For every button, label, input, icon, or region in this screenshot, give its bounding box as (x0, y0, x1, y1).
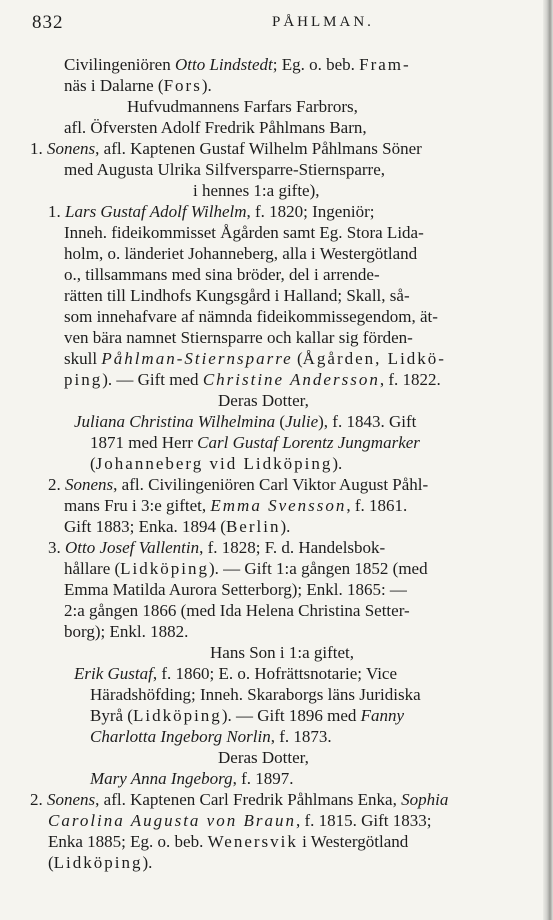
text-line (90, 433, 420, 453)
text-span: Charlotta Ingeborg Norlin (90, 727, 271, 746)
text-span: Julie (285, 412, 319, 431)
text-span: Inneh. fideikommisset Ågården samt Eg. Stora Lida- (64, 223, 424, 242)
text-span: ( (292, 349, 303, 368)
text-span: , f. 1897. (232, 769, 294, 788)
text-line (127, 97, 358, 117)
text-span: i Westergötland (297, 832, 409, 851)
text-span: ). (201, 76, 212, 95)
text-span: Deras Dotter, (218, 748, 309, 767)
text-line (64, 349, 446, 369)
text-span: , f. 1820; Ingeniör; (246, 202, 375, 221)
text-span: med Augusta Ulrika Silfversparre-Stiernsparre, (64, 160, 386, 179)
text-span: holm, o. länderiet Johanneberg, alla i Westergötland (64, 244, 418, 263)
text-line (193, 181, 320, 201)
text-span: , f. 1822. (379, 370, 441, 389)
text-span: näs i Dalarne ( (64, 76, 164, 95)
text-span: 1. (48, 202, 65, 221)
text-span: , f. 1873. (270, 727, 332, 746)
text-span: Påhlman-Stiernsparre (101, 349, 293, 368)
text-span: , f. 1860; E. o. Hofrättsnotarie; Vice (152, 664, 398, 683)
text-span: ( (48, 853, 54, 872)
text-span: ). (332, 454, 343, 473)
text-span: 2:a gången 1866 (med Ida Helena Christina Setter- (64, 601, 410, 620)
page-number: 832 (32, 12, 64, 33)
text-span: , afl. Kaptenen Gustaf Wilhelm Påhlmans Söner (95, 139, 422, 158)
text-line (30, 790, 448, 810)
text-span: mans Fru i 3:e giftet, (64, 496, 211, 515)
text-line (64, 118, 367, 138)
text-line (64, 559, 428, 579)
page-header (32, 12, 513, 34)
text-span: 2. (48, 475, 65, 494)
text-line (64, 496, 407, 516)
text-span: ). — Gift med (102, 370, 203, 389)
text-span: Lars Gustaf Adolf Wilhelm (65, 202, 247, 221)
text-line (64, 76, 212, 96)
text-span: 2. (30, 790, 47, 809)
text-span: Johanneberg vid Lidköping (95, 454, 333, 473)
text-line (48, 202, 374, 222)
text-span: Berlin (225, 517, 281, 536)
text-span: afl. Öfversten Adolf Fredrik Påhlmans Barn, (64, 118, 367, 137)
text-span: Lidköping (132, 706, 222, 725)
text-span: Otto Lindstedt (174, 55, 273, 74)
text-span: , afl. Kaptenen Carl Fredrik Påhlmans Enka, (95, 790, 402, 809)
text-span: Hufvudmannens Farfars Farbrors, (127, 97, 358, 116)
text-span: Byrå ( (90, 706, 133, 725)
text-span: borg); Enkl. 1882. (64, 622, 189, 641)
text-span: Sonens (65, 475, 114, 494)
text-span: Fors (163, 76, 202, 95)
text-span: Juliana Christina Wilhelmina (74, 412, 276, 431)
text-line (64, 265, 380, 285)
text-line (64, 370, 441, 390)
text-span: ( (275, 412, 286, 431)
text-span: Otto Josef Vallentin (65, 538, 200, 557)
text-line (64, 328, 413, 348)
text-span: Christine Andersson (202, 370, 380, 389)
text-span: Hans Son i 1:a giftet, (210, 643, 355, 662)
text-line (90, 454, 342, 474)
text-span: , f. 1828; F. d. Handelsbok- (199, 538, 386, 557)
text-line (64, 622, 188, 642)
text-span: ). — Gift 1896 med (221, 706, 361, 725)
text-span: 3. (48, 538, 65, 557)
text-span: Carl Gustaf Lorentz Jungmarker (197, 433, 420, 452)
text-line (48, 853, 152, 873)
text-span: ), f. 1843. Gift (318, 412, 417, 431)
text-line (90, 727, 332, 747)
text-span: Civilingeniören (64, 55, 175, 74)
text-span: hållare ( (64, 559, 121, 578)
text-line (64, 307, 438, 327)
text-span: i hennes 1:a gifte), (193, 181, 320, 200)
text-span: skull (64, 349, 102, 368)
text-line (90, 685, 421, 705)
text-span: Emma Svensson (210, 496, 347, 515)
text-line (64, 223, 424, 243)
text-span: Häradshöfding; Inneh. Skaraborgs läns Juridiska (90, 685, 421, 704)
page-edge-shadow (543, 0, 553, 920)
text-span: , f. 1815. Gift 1833; (295, 811, 432, 830)
running-head: PÅHLMAN. (272, 14, 374, 30)
text-span: 1. (30, 139, 47, 158)
text-span: Carolina Augusta von Braun (48, 811, 296, 830)
text-line (64, 580, 407, 600)
text-span: Lidköping (53, 853, 143, 872)
text-span: ; Eg. o. beb. (272, 55, 360, 74)
text-line (48, 538, 385, 558)
text-line (64, 517, 290, 537)
text-line (48, 811, 432, 831)
text-span: o., tillsammans med sina bröder, del i arrende- (64, 265, 380, 284)
text-span: Deras Dotter, (218, 391, 309, 410)
text-line (74, 664, 397, 684)
text-span: Fanny (360, 706, 405, 725)
text-line (64, 160, 385, 180)
text-span: ven bära namnet Stiernsparre och kallar sig förden- (64, 328, 413, 347)
text-line (210, 643, 354, 663)
text-span: Fram- (359, 55, 411, 74)
text-span: , afl. Civilingeniören Carl Viktor August Påhl- (113, 475, 429, 494)
text-line (64, 286, 410, 306)
text-span: 1871 med Herr (90, 433, 198, 452)
text-line (74, 412, 416, 432)
text-span: Enka 1885; Eg. o. beb. (48, 832, 208, 851)
text-span: Lidköping (120, 559, 209, 578)
text-span: ). (142, 853, 153, 872)
text-span: Emma Matilda Aurora Setterborg); Enkl. 1865: — (64, 580, 407, 599)
text-span: , f. 1861. (346, 496, 408, 515)
text-line (218, 391, 309, 411)
text-line (30, 139, 422, 159)
text-span: Erik Gustaf (74, 664, 153, 683)
text-span: ( (90, 454, 96, 473)
text-line (64, 601, 410, 621)
text-span: ping (64, 370, 103, 389)
text-span: rätten till Lindhofs Kungsgård i Halland; Skall, så- (64, 286, 410, 305)
text-span: Sophia (401, 790, 449, 809)
text-line (64, 244, 417, 264)
text-line (90, 706, 404, 726)
text-span: Sonens (47, 139, 96, 158)
text-span: ). — Gift 1:a gången 1852 (med (209, 559, 428, 578)
text-span: Sonens (47, 790, 96, 809)
text-line (90, 769, 294, 789)
text-line (64, 55, 411, 75)
text-line (48, 832, 408, 852)
text-span: Wenersvik (207, 832, 298, 851)
text-span: Ågården, Lidkö- (302, 349, 446, 368)
text-span: ). (280, 517, 291, 536)
text-span: som innehafvare af nämnda fideikommissegendom, ät- (64, 307, 438, 326)
text-span: Mary Anna Ingeborg (90, 769, 233, 788)
text-line (218, 748, 309, 768)
text-line (48, 475, 428, 495)
text-span: Gift 1883; Enka. 1894 ( (64, 517, 226, 536)
